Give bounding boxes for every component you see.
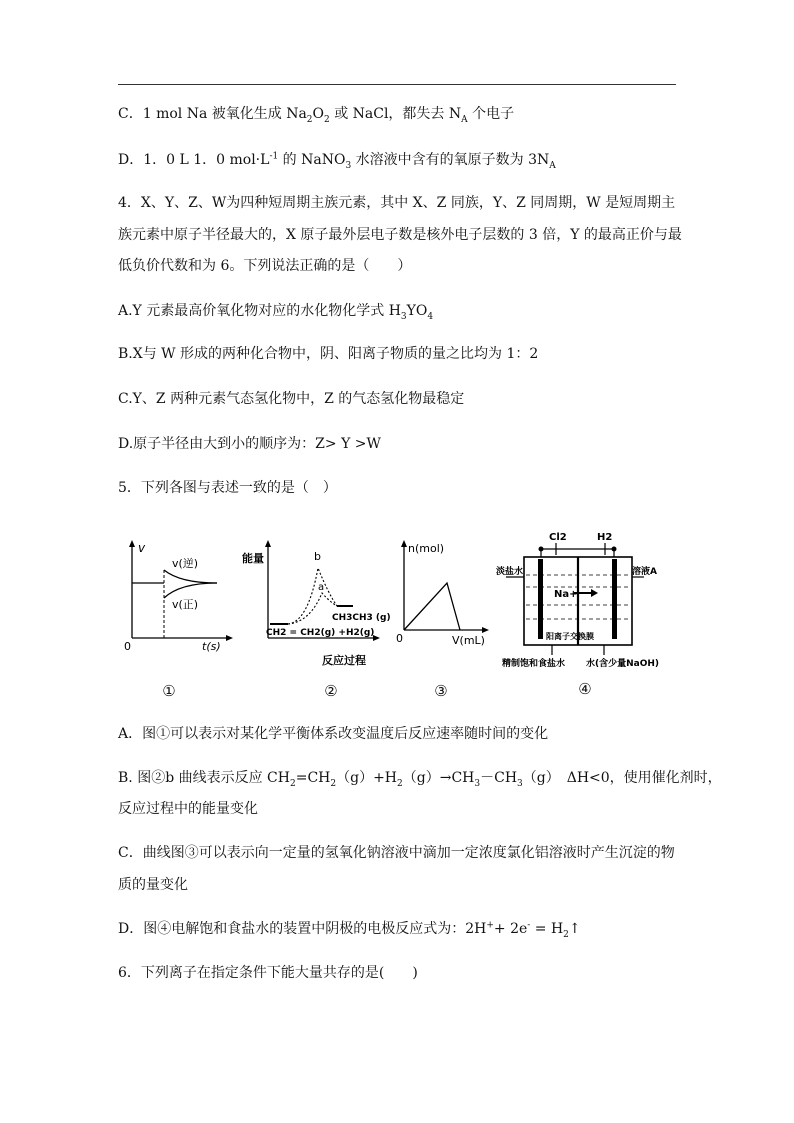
option-5c-line1: C．曲线图③可以表示向一定量的氢氧化钠溶液中滴加一定浓度氯化铝溶液时产生沉淀的物 (118, 845, 675, 861)
option-5b-line2: 反应过程中的能量变化 (118, 801, 258, 817)
option-5b-line1: B. 图②b 曲线表示反应 $CH_2=CH_2(g)+H_2(g)\to CH_3-CH_3(g)$ ΔH<0，使用催化剂时， (118, 770, 722, 789)
fig2-y-label: 能量 (242, 552, 264, 565)
option-5d: D．图④电解饱和食盐水的装置中阴极的电极反应式为：$2H^++ 2e^- = H_2↑$ (118, 920, 581, 940)
fig4-saturated-brine-label: 精制饱和食盐水 (502, 659, 566, 669)
fig1-y-label: v (138, 541, 146, 555)
fig3-origin: 0 (396, 632, 403, 645)
fig4-dilute-brine-label: 淡盐水 (496, 567, 524, 577)
option-3c: C．1 mol Na 被氧化生成 $Na_2O_2$ 或 NaCl，都失去 $N_A$ 个电子 (118, 106, 515, 125)
option-3d: D．1．0 L 1．0 $mol\cdot L^{-1}$ 的 NaNO$_3$ 水溶液中含有的氧原子数为 $3N_A$ (118, 151, 556, 171)
fig4-cl2-label: Cl2 (549, 532, 567, 543)
fig2-product-label: CH3CH3 (g) (332, 613, 391, 623)
fig2-curve-b-label: b (314, 550, 321, 563)
figure-3-precipitate-curve (392, 538, 490, 650)
option-5a: A．图①可以表示对某化学平衡体系改变温度后反应速率随时间的变化 (118, 726, 549, 742)
fig1-reverse-label: v(逆) (172, 557, 199, 570)
header-rule (118, 84, 676, 85)
option-4c: C.Y、Z 两种元素气态氢化物中，Z 的气态氢化物最稳定 (118, 391, 465, 407)
fig4-solution-a-label: 溶液A (632, 567, 657, 577)
fig2-curve-a-label: a (318, 582, 325, 593)
fig2-reactant-label: CH2 = CH2(g) +H2(g) (266, 628, 375, 638)
question-4-line3: 低负价代数和为 6。下列说法正确的是（ ） (118, 258, 412, 274)
fig1-origin: 0 (124, 640, 131, 653)
question-5: 5．下列各图与表述一致的是（ ） (118, 480, 337, 496)
option-4a: A.Y 元素最高价氧化物对应的水化物化学式 $H_3YO_4$ (118, 303, 434, 322)
option-5c-line2: 质的量变化 (118, 877, 188, 893)
figure-1-label: ① (162, 682, 176, 700)
fig3-y-label: n(mol) (408, 542, 445, 555)
fig1-x-label: t(s) (202, 640, 221, 653)
figure-1-rate-time (122, 538, 234, 653)
figure-2-energy-profile (240, 538, 391, 668)
figure-4-label: ④ (578, 680, 592, 698)
fig3-x-label: V(mL) (452, 634, 485, 647)
question-4-line1: 4．X、Y、Z、W为四种短周期主族元素，其中 X、Z 同族，Y、Z 同周期，W 是短周期主 (118, 195, 676, 211)
fig4-water-naoh-label: 水(含少量NaOH) (586, 659, 660, 669)
figure-4-electrolysis-cell (494, 527, 672, 675)
figure-2-label: ② (324, 682, 338, 700)
option-4b: B.X与 W 形成的两种化合物中，阴、阳离子物质的量之比均为 1：2 (118, 346, 539, 362)
fig4-membrane-label: 阳离子交换膜 (546, 632, 594, 641)
fig2-x-label: 反应过程 (322, 654, 366, 667)
fig1-forward-label: v(正) (172, 598, 199, 611)
figure-3-label: ③ (434, 682, 448, 700)
fig4-h2-label: H2 (597, 532, 613, 543)
question-4-line2: 族元素中原子半径最大的，X 原子最外层电子数是核外电子层数的 3 倍，Y 的最高正价与最 (118, 227, 682, 243)
fig4-na-ion-label: Na+ (554, 589, 578, 600)
option-4d: D.原子半径由大到小的顺序为：Z> Y >W (118, 436, 381, 452)
question-6: 6．下列离子在指定条件下能大量共存的是( ) (118, 965, 418, 981)
